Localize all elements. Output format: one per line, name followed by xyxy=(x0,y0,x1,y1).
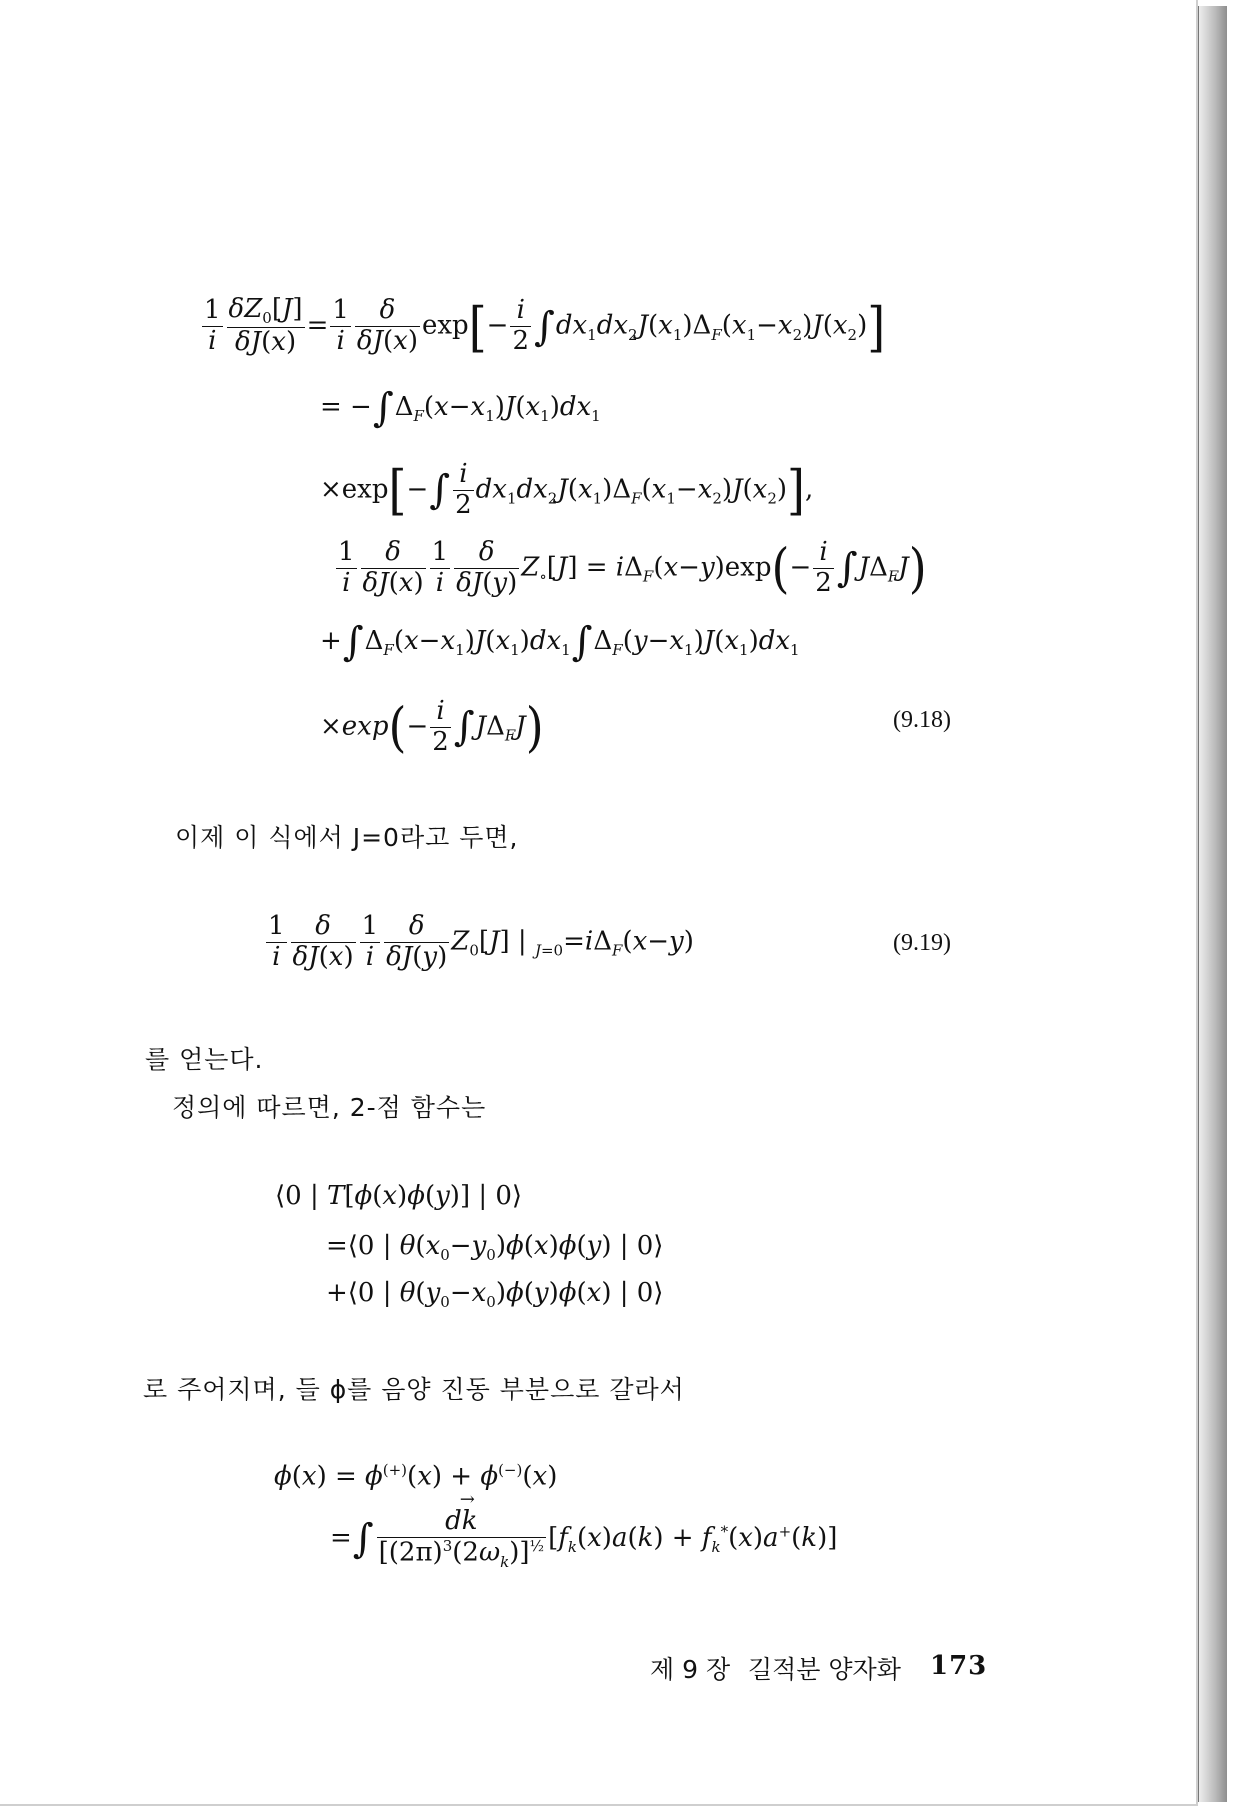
equation-number-9-18: (9.18) xyxy=(893,707,951,733)
equation-9-19: $\frac{1}{i}$ $\frac{\delta}{\delta J(x)}$ $\frac{1}{i}$ $\frac{\delta}{\delta J(y)}$ $Z_0[J]$ | $_{J=0}=i\Delta_F(x-y)$ xyxy=(268,911,694,972)
equation-9-18-line-5: $+\int\Delta_F(x-x_1)J(x_1)dx_1\int\Delta_F(y-x_1)J(x_1)dx_1$ xyxy=(320,619,800,665)
two-point-function-line-1: ⟨0 | T[ϕ(x)ϕ(y)] | 0⟩ xyxy=(275,1181,523,1211)
paragraph-line-2: 를 얻는다. xyxy=(145,1045,264,1074)
field-decomposition-line-2: =∫ dk → $[(2\pi)^3(2\omega_k)]^{\frac{1}{2}}$ $[f_k(x)a(k) + f_k^*(x)a^+(k)]$ xyxy=(330,1489,838,1571)
paragraph-line-1: 이제 이 식에서 J=0라고 두면, xyxy=(175,823,519,852)
equation-9-18-line-2: = $-\int\Delta_F(x-x_1)J(x_1)dx_1$ xyxy=(320,385,601,431)
equation-number-9-19: (9.19) xyxy=(893,930,951,956)
page-number: 173 xyxy=(930,1651,988,1681)
two-point-function-line-2: =⟨0 | $\theta(x_0-y_0)\phi(x)\phi(y)$ | 0⟩ xyxy=(326,1231,664,1265)
equation-9-18-line-3: ×exp[−∫ $\frac{i}{2}$ $dx_1dx_2J(x_1)\Delta_F(x_1-x_2)J(x_2)$], xyxy=(320,459,814,522)
two-point-function-line-3: +⟨0 | $\theta(y_0-x_0)\phi(y)\phi(x)$ | 0⟩ xyxy=(326,1278,664,1312)
equation-9-18-line-4: $\frac{1}{i}$ $\frac{\delta}{\delta J(x)}$ $\frac{1}{i}$ $\frac{\delta}{\delta J(y)}$ $Z_\circ[J] = i\Delta_F(x-y)\exp(-$ $\frac{i}{2}$ $\int J\Delta_FJ$) xyxy=(338,537,927,600)
footer-chapter-title: 길적분 양자화 xyxy=(748,1655,901,1684)
footer-chapter: 제 9 장 xyxy=(650,1655,731,1684)
page-edge xyxy=(1198,6,1227,1802)
field-decomposition-line-1: ϕ(x) = ϕ(+)(x) + ϕ(−)(x) xyxy=(274,1461,558,1492)
equation-9-18-line-6: ×exp(− $\frac{i}{2}$ $\int J\Delta_FJ$) xyxy=(320,696,544,759)
paragraph-line-4: 로 주어지며, 들 ϕ를 음양 진동 부분으로 갈라서 xyxy=(143,1375,685,1404)
equation-9-18-line-1: $\frac{1}{i}$ $\frac{\delta Z_0[J]}{\delta J(x)}$ = $\frac{1}{i}$ $\frac{\delta}{\delta J(x)}$ exp[− $\frac{i}{2}$ $\int dx_1dx_2J(x_1)\Delta_F(x_1-x_2)J(x_2)$] xyxy=(204,294,886,358)
paragraph-line-3: 정의에 따르면, 2-점 함수는 xyxy=(172,1093,487,1122)
